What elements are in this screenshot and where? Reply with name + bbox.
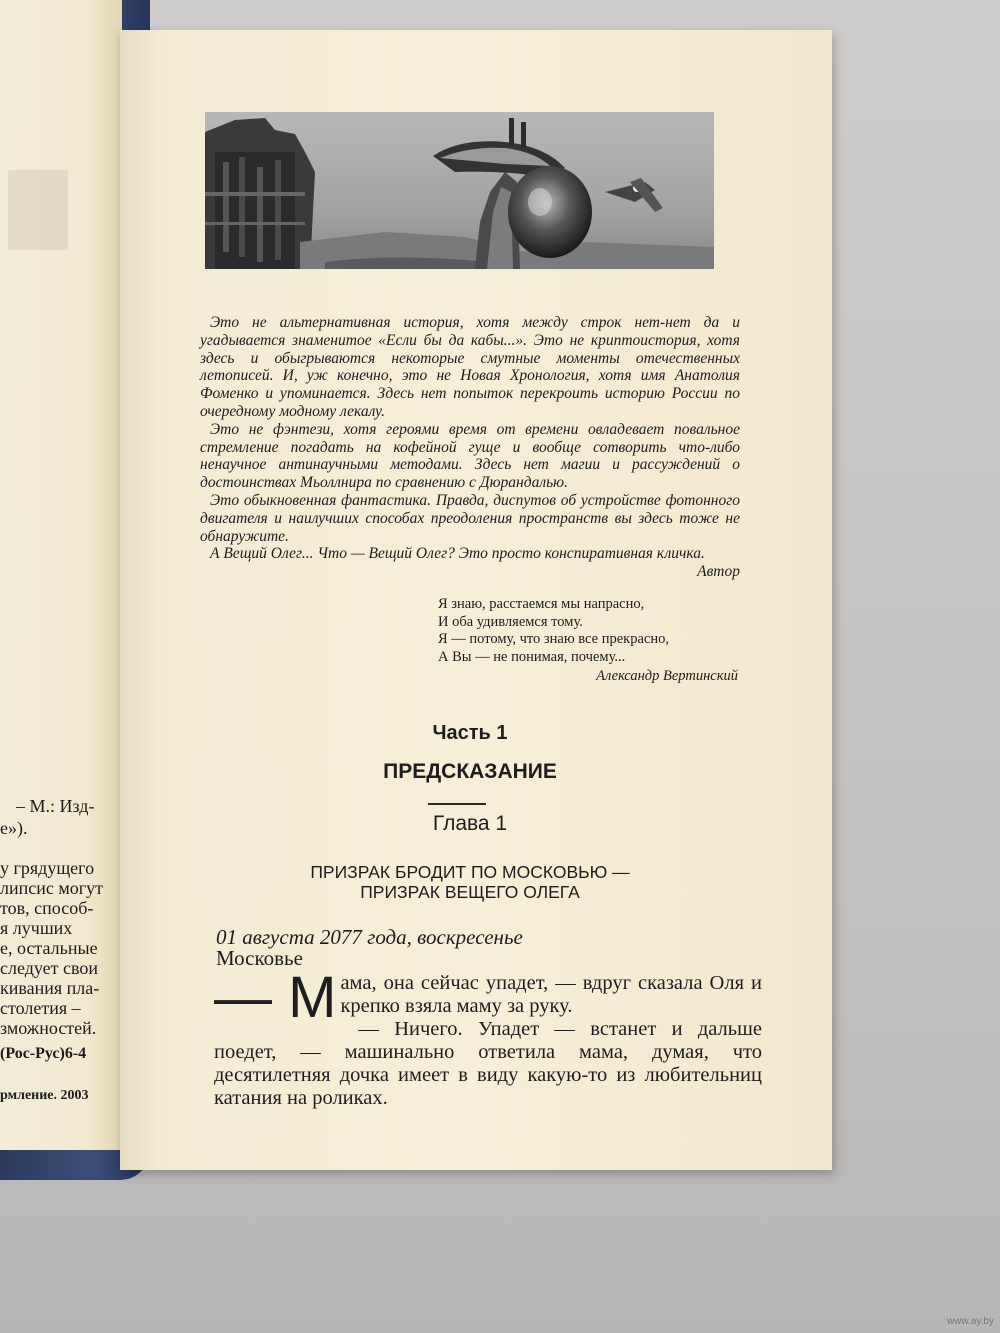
story-paragraph-text: ама, она сейчас упадет, — вдруг сказала Оля и крепко взяла маму за руку. (340, 972, 762, 1017)
left-line: е»). (0, 818, 28, 838)
left-line: липсис могут (0, 878, 103, 898)
foreword-paragraph: Это не альтернативная история, хотя между строк нет-нет да и угадывается знаменитое «Если бы да кабы...». Это не криптоистория, хотя здесь и обыгрываются некоторые смутные моменты отечественных летописей. И, уж конечно, это не Новая Хронология, хотя имя Анатолия Фоменко и упоминается. Здесь нет попыток перекроить историю России по очередному модному лекалу. (200, 314, 740, 420)
story-text (214, 965, 762, 1110)
divider-rule (428, 803, 486, 805)
left-line: зможностей. (0, 1018, 97, 1038)
left-line: тов, способ- (0, 898, 94, 918)
left-line: (Рос-Рус)6-4 (0, 1045, 87, 1062)
site-watermark: www.ay.by (946, 1316, 994, 1327)
faded-heading (8, 170, 68, 250)
part-title: ПРЕДСКАЗАНИЕ (383, 760, 557, 783)
foreword-paragraph: А Вещий Олег... Что — Вещий Олег? Это просто конспиративная кличка. (210, 545, 705, 563)
chapter-label: Глава 1 (432, 812, 508, 835)
part-label: Часть 1 (432, 722, 508, 744)
robot-city-image (205, 112, 714, 269)
chapter-illustration (205, 112, 714, 269)
poem-line: А Вы — не понимая, почему... (438, 648, 626, 665)
story-dateline: 01 августа 2077 года, воскресенье (216, 925, 523, 949)
poem-line: Я — потому, что знаю все прекрасно, (438, 631, 669, 647)
left-line: у грядущего (0, 858, 95, 878)
left-line: – М.: Изд- (16, 796, 95, 816)
left-line: е, остальные (0, 938, 98, 958)
foreword-paragraph: Это обыкновенная фантастика. Правда, диспутов об устройстве фотонного двигателя и наилучших способах преодоления пространств вы здесь тоже не обнаружите. (200, 491, 740, 545)
story-place: Московье (216, 946, 303, 970)
left-line: столетия – (0, 998, 81, 1018)
story-paragraph (214, 965, 762, 1030)
chapter-title-line: ПРИЗРАК ВЕЩЕГО ОЛЕГА (360, 882, 580, 902)
poem-line: И оба удивляемся тому. (438, 613, 583, 630)
chapter-title-line: ПРИЗРАК БРОДИТ ПО МОСКОВЬЮ — (310, 862, 630, 882)
poem-line: Я знаю, расстаемся мы напрасно, (438, 596, 645, 612)
drop-cap: — М (214, 965, 337, 1030)
poem-author: Александр Вертинский (596, 668, 738, 684)
foreword-paragraph: Это не фэнтези, хотя героями время от времени овладевает повальное стремление погадать на кофейной гуще и вообще сотворить что-либо ненаучное антинаучными методами. Здесь нет магии и рассуждений о достоинствах Мьоллнира по сравнению с Дюрандалью. (200, 420, 740, 492)
foreword-signature: Автор (697, 563, 740, 581)
left-line: рмление. 2003 (0, 1088, 89, 1103)
author-foreword (200, 314, 740, 581)
left-line: следует свои (0, 958, 98, 978)
left-page (0, 0, 122, 1150)
left-line: кивания пла- (0, 978, 100, 998)
chapter-title (200, 862, 740, 902)
story-paragraph: — Ничего. Упадет — встанет и дальше поедет, — машинально ответила мама, думая, что десятилетняя дочка имеет в виду какую-то из любительниц катания на роликах. (214, 1018, 762, 1109)
epigraph-poem (438, 596, 738, 686)
left-line: я лучших (0, 918, 73, 938)
